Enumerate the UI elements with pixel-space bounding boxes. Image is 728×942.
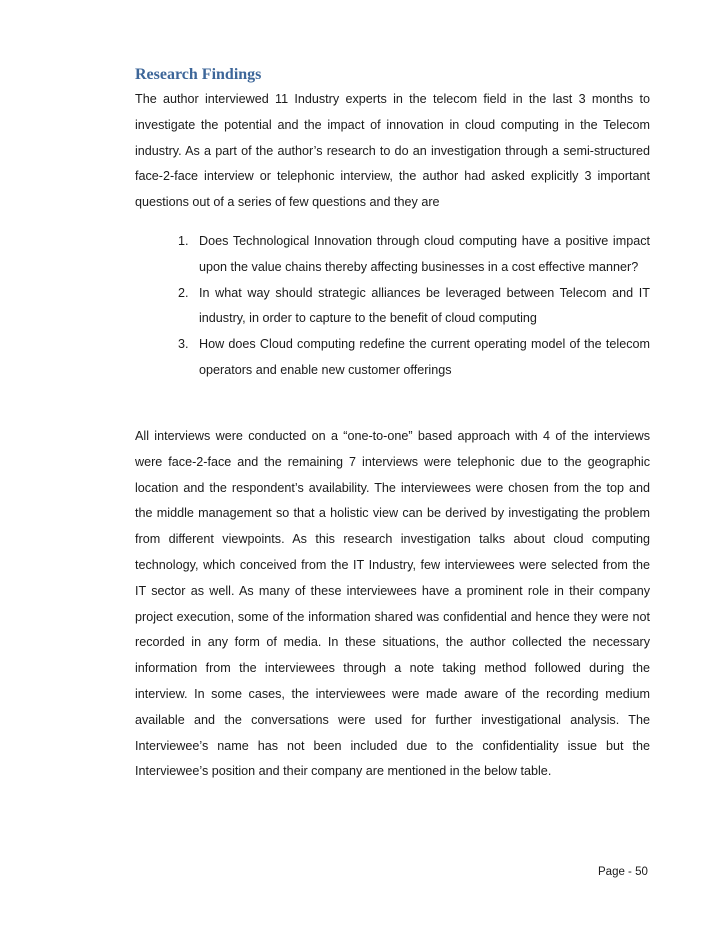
section-heading: Research Findings xyxy=(135,66,262,83)
questions-list xyxy=(178,229,650,384)
list-item-text: How does Cloud computing redefine the current operating model of the telecom operators and enable new customer offerings xyxy=(199,337,650,377)
body-paragraph: All interviews were conducted on a “one-to-one” based approach with 4 of the interviews were face-2-face and the remaining 7 interviews were telephonic due to the geographic location and the respondent’s availability. The interviewees were chosen from the top and the middle management so that a holistic view can be derived by investigating the problem from different viewpoints. As this research investigation talks about cloud computing technology, which conceived from the IT Industry, few interviewees were selected from the IT sector as well. As many of these interviewees have a prominent role in their company project execution, some of the information shared was confidential and hence they were not recorded in any form of media. In these situations, the author collected the necessary information from the interviewees through a note taking method followed during the interview. In some cases, the interviewees were made aware of the recording medium available and the conversations were used for further investigational analysis. The Interviewee’s name has not been included due to the confidentiality issue but the Interviewee’s position and their company are mentioned in the below table. xyxy=(135,429,650,779)
list-item xyxy=(178,281,650,333)
list-item-text: In what way should strategic alliances be leveraged between Telecom and IT industry, in order to capture to the benefit of cloud computing xyxy=(199,285,650,326)
list-item-number: 3. xyxy=(178,337,189,352)
list-item-text: Does Technological Innovation through cloud computing have a positive impact upon the value chains thereby affecting businesses in a cost effective manner? xyxy=(199,234,650,274)
page-number: Page - 50 xyxy=(598,866,648,878)
list-item xyxy=(178,229,650,281)
list-item-number: 2. xyxy=(178,285,189,300)
intro-paragraph: The author interviewed 11 Industry experts in the telecom field in the last 3 months to investigate the potential and the impact of innovation in cloud computing in the Telecom industry. As a part of the author’s research to do an investigation through a semi-structured face-2-face interview or telephonic interview, the author had asked explicitly 3 important questions out of a series of few questions and they are xyxy=(135,92,650,210)
list-item-number: 1. xyxy=(178,234,189,248)
list-item xyxy=(178,332,650,384)
